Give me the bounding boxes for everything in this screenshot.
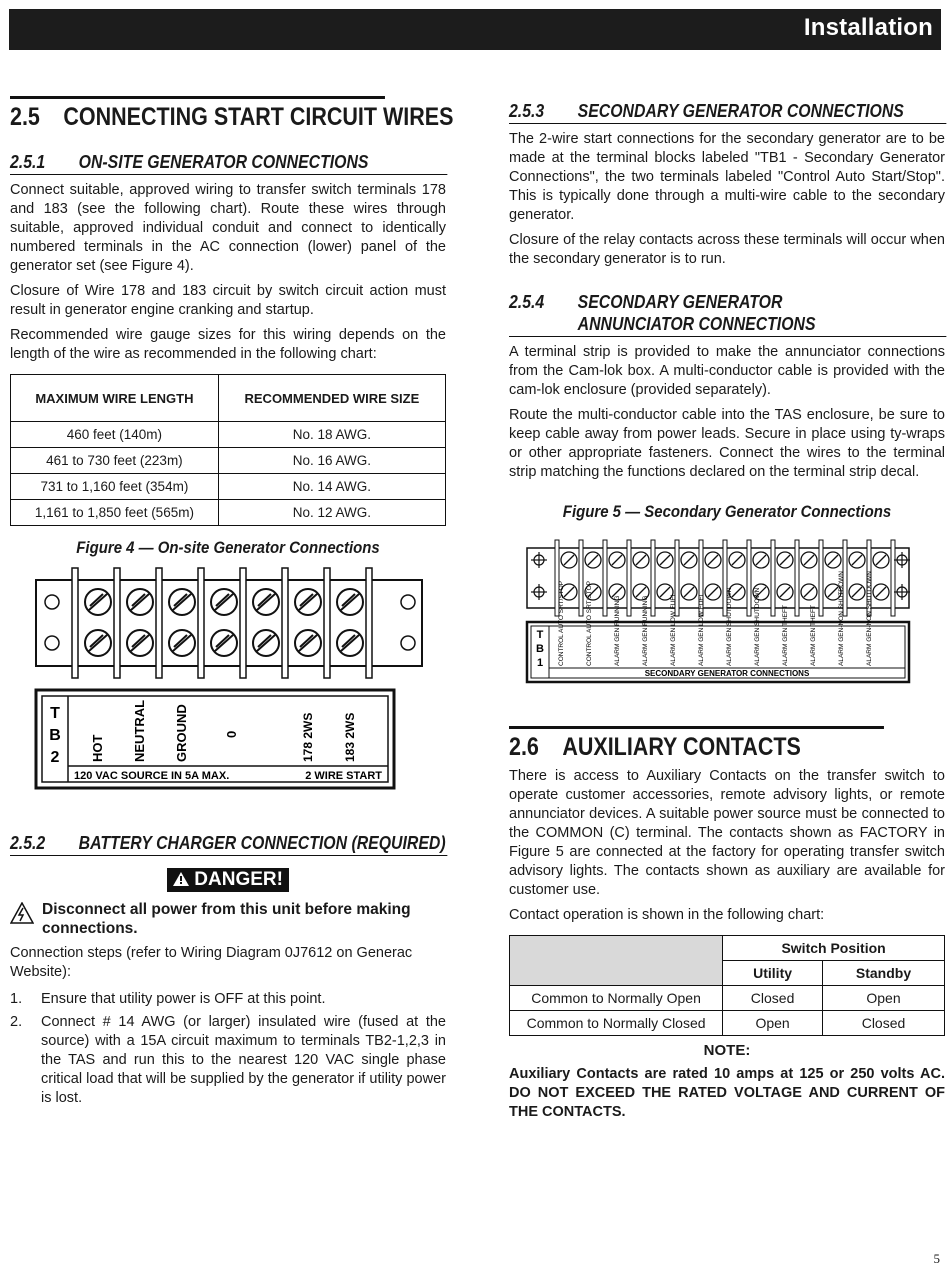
section-2-5-heading bbox=[10, 96, 454, 137]
terminal-label: ALARM GEN SHUTDOWN bbox=[754, 587, 761, 666]
note-heading: NOTE: bbox=[703, 1042, 751, 1059]
table-row bbox=[11, 474, 446, 500]
tb-letter: B bbox=[536, 643, 544, 655]
table-row bbox=[510, 1011, 945, 1036]
table-cell: Open bbox=[823, 986, 945, 1011]
list-number: 2. bbox=[10, 1014, 23, 1030]
left-column bbox=[10, 96, 454, 1112]
table-cell: No. 12 AWG. bbox=[218, 500, 445, 526]
table-header: Utility bbox=[723, 961, 823, 986]
terminal-label: 183 2WS bbox=[343, 712, 357, 762]
section-number: 2.6 bbox=[509, 733, 539, 761]
tb-letter: B bbox=[49, 727, 61, 744]
danger-badge bbox=[167, 868, 289, 892]
table-cell: 731 to 1,160 feet (354m) bbox=[11, 474, 219, 500]
subsection-title: ON-SITE GENERATOR CONNECTIONS bbox=[78, 152, 369, 172]
list-text: Connect # 14 AWG (or larger) insulated wire (fused at the source) with a 15A circuit maximum to terminals TB2-1,2,3 in the TAS and run this to the nearest 120 VAC single phase critical load that will be supplied by the generator if utility power is lost. bbox=[41, 1014, 446, 1106]
subsection-title: SECONDARY GENERATOR CONNECTIONS bbox=[577, 101, 904, 121]
header-title: Installation bbox=[803, 14, 933, 41]
paragraph: Closure of the relay contacts across these terminals will occur when the secondary generator is to run. bbox=[509, 232, 945, 267]
subsection-number: 2.5.2 bbox=[10, 833, 46, 853]
terminal-footer: SECONDARY GENERATOR CONNECTIONS bbox=[644, 669, 810, 678]
table-cell: No. 18 AWG. bbox=[218, 422, 445, 448]
table-header: Switch Position bbox=[723, 936, 945, 961]
table-row bbox=[510, 986, 945, 1011]
section-2-5-2-heading bbox=[10, 832, 447, 856]
figure-5-caption: Figure 5 — Secondary Generator Connections bbox=[562, 502, 892, 521]
table-cell: Closed bbox=[723, 986, 823, 1011]
terminal-label: ALARM GEN SHUTDOWN bbox=[726, 587, 733, 666]
warning-row bbox=[10, 900, 446, 938]
paragraph: Recommended wire gauge sizes for this wiring depends on the length of the wire as recommended in the following chart: bbox=[10, 327, 446, 362]
table-header: RECOMMENDED WIRE SIZE bbox=[218, 375, 445, 422]
terminal-label: ALARM GEN LOW FUEL bbox=[698, 592, 705, 666]
page-number: 5 bbox=[933, 1251, 940, 1266]
terminal-label: ALARM GEN LOW FUEL bbox=[670, 592, 677, 666]
paragraph: The 2-wire start connections for the secondary generator are to be made at the terminal blocks labeled "TB1 - Secondary Generator Connections", the two terminals labeled "Control Auto Start/Stop". This is typically done through a multi-wire cable to the secondary generator. bbox=[509, 131, 945, 223]
paragraph: Route the multi-conductor cable into the TAS enclosure, be sure to keep cable away from power leads. Secure in place using ty-wraps or other appropriate fasteners. Connect the wires to the terminal strip matching the functions declared on the terminal strip decal. bbox=[509, 407, 945, 480]
table-cell: Common to Normally Open bbox=[510, 986, 723, 1011]
section-title: CONNECTING START CIRCUIT WIRES bbox=[63, 103, 454, 131]
terminal-label: HOT bbox=[90, 734, 105, 762]
subsection-number: 2.5.3 bbox=[509, 101, 545, 121]
figure-5-terminal-block bbox=[509, 536, 945, 686]
list-number: 1. bbox=[10, 991, 23, 1007]
list-text: Ensure that utility power is OFF at this point. bbox=[41, 991, 326, 1007]
paragraph: A terminal strip is provided to make the annunciator connections from the Cam-lok box. A multi-conductor cable is provided with the cam-lok enclosure (provided separately). bbox=[509, 344, 945, 398]
danger-text: DANGER! bbox=[194, 869, 283, 890]
section-2-5-4-heading bbox=[509, 291, 946, 337]
danger-label-wrap bbox=[10, 868, 446, 892]
paragraph: There is access to Auxiliary Contacts on the transfer switch to operate customer accessories, remote advisory lights, or remote annunciator devices. A suitable power source must be connected to the COMMON (C) terminal. The contacts shown as FACTORY in Figure 5 are connected at the factory for operating transfer switch advisory lights. The contacts shown as auxiliary are available for customer use. bbox=[509, 768, 945, 898]
subsection-title: BATTERY CHARGER CONNECTION (REQUIRED) bbox=[78, 833, 446, 853]
list-item bbox=[10, 1013, 446, 1108]
figure-4-caption: Figure 4 — On-site Generator Connections bbox=[76, 538, 380, 557]
contact-operation-table bbox=[509, 935, 945, 1036]
warning-triangle-icon bbox=[173, 872, 189, 886]
table-cell: No. 16 AWG. bbox=[218, 448, 445, 474]
section-2-5-3-heading bbox=[509, 100, 946, 124]
warning-text: Disconnect all power from this unit before making connections. bbox=[42, 901, 411, 937]
table-blank-cell bbox=[510, 936, 723, 986]
paragraph: Connection steps (refer to Wiring Diagram 0J7612 on Generac Website): bbox=[10, 945, 413, 980]
tb-letter: T bbox=[50, 705, 60, 722]
wire-size-table bbox=[10, 374, 446, 526]
terminal-footer-left: 120 VAC SOURCE IN 5A MAX. bbox=[74, 770, 230, 782]
table-cell: Open bbox=[723, 1011, 823, 1036]
terminal-label: 178 2WS bbox=[301, 712, 315, 762]
terminal-label: ALARM GEN-NON SHUTDOWN bbox=[838, 571, 845, 666]
table-cell: Common to Normally Closed bbox=[510, 1011, 723, 1036]
terminal-label: ALARM GEN RUNNING bbox=[614, 595, 621, 666]
terminal-label: ALARM GEN RUNNING bbox=[642, 595, 649, 666]
tb-letter: T bbox=[536, 629, 544, 641]
terminal-label: ALARM GEN THEFT bbox=[810, 605, 817, 666]
list-item bbox=[10, 990, 446, 1009]
figure-4-terminal-block bbox=[10, 566, 446, 796]
terminal-label: ALARM GEN-NON SHUTDOWN bbox=[866, 571, 873, 666]
table-cell: 1,161 to 1,850 feet (565m) bbox=[11, 500, 219, 526]
electric-hazard-icon bbox=[10, 902, 34, 924]
terminal-label: GROUND bbox=[174, 704, 189, 762]
paragraph: Contact operation is shown in the following chart: bbox=[509, 907, 825, 923]
table-row bbox=[11, 422, 446, 448]
header-bar bbox=[9, 9, 941, 50]
table-row bbox=[11, 500, 446, 526]
table-cell: 460 feet (140m) bbox=[11, 422, 219, 448]
tb-letter: 1 bbox=[536, 657, 544, 669]
terminal-label: ALARM GEN THEFT bbox=[782, 605, 789, 666]
right-column bbox=[509, 96, 945, 1122]
terminal-footer-right: 2 WIRE START bbox=[305, 770, 382, 782]
section-2-5-1-heading bbox=[10, 151, 447, 175]
paragraph: Closure of Wire 178 and 183 circuit by switch circuit action must result in generator engine cranking and startup. bbox=[10, 283, 446, 318]
tb-letter: 2 bbox=[50, 749, 60, 766]
subsection-title: SECONDARY GENERATOR ANNUNCIATOR CONNECTIONS bbox=[577, 292, 816, 334]
paragraph: Connect suitable, approved wiring to transfer switch terminals 178 and 183 (see the following chart). Route these wires through suitable, approved individual conduit and connect to identically numbered terminals in the AC connection (lower) panel of the generator set (see Figure 4). bbox=[10, 182, 446, 274]
table-header: MAXIMUM WIRE LENGTH bbox=[11, 375, 219, 422]
table-cell: Closed bbox=[823, 1011, 945, 1036]
steps-list bbox=[10, 990, 446, 1108]
terminal-label: 0 bbox=[224, 730, 239, 738]
warning-icon-wrap bbox=[10, 900, 42, 938]
section-number: 2.5 bbox=[10, 103, 40, 131]
section-title: AUXILIARY CONTACTS bbox=[562, 733, 801, 761]
subsection-number: 2.5.4 bbox=[509, 292, 545, 312]
table-cell: No. 14 AWG. bbox=[218, 474, 445, 500]
note-body: Auxiliary Contacts are rated 10 amps at 125 or 250 volts AC. DO NOT EXCEED THE RATED VOLTAGE AND CURRENT OF THE CONTACTS. bbox=[509, 1066, 945, 1120]
subsection-number: 2.5.1 bbox=[10, 152, 46, 172]
table-cell: 461 to 730 feet (223m) bbox=[11, 448, 219, 474]
table-header: Standby bbox=[823, 961, 945, 986]
table-row bbox=[11, 448, 446, 474]
terminal-label: CONTROL AUTO SRT/STOP bbox=[586, 581, 593, 666]
terminal-label: CONTROL AUTO SRT/STOP bbox=[558, 581, 565, 666]
terminal-label: NEUTRAL bbox=[132, 699, 147, 762]
section-2-6-heading bbox=[509, 726, 884, 767]
